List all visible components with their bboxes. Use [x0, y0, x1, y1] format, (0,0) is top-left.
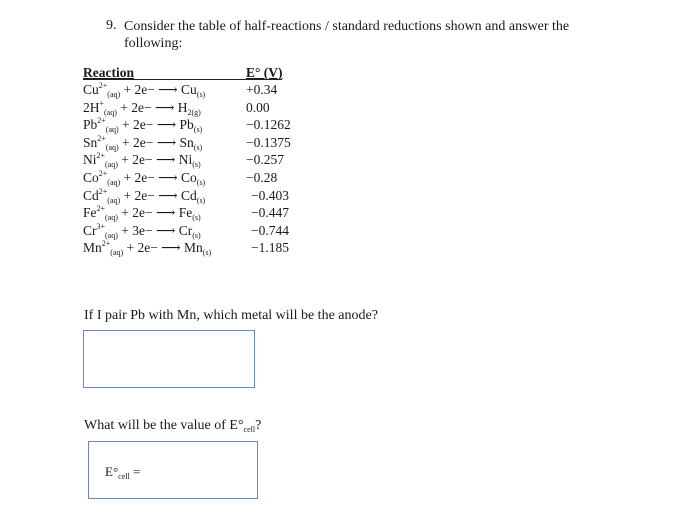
question-text: Consider the table of half-reactions / standard reductions shown and answer the following: [124, 19, 570, 51]
ecell-label-eq: = [129, 464, 141, 479]
potential-value: −0.744 [251, 222, 289, 238]
charge: 3+ [96, 221, 106, 231]
electrons: + 2e− [123, 170, 155, 185]
arrow-icon: ⟶ [155, 99, 175, 115]
product: Mn [184, 240, 203, 256]
product-state: 2(g) [187, 107, 201, 117]
charge: + [99, 98, 105, 108]
product-state: (s) [196, 195, 206, 205]
header-underline [83, 79, 282, 80]
electrons: + 2e− [122, 117, 154, 133]
potential-value: −0.28 [246, 170, 278, 185]
charge: 2+ [96, 151, 106, 161]
product: Ni [178, 152, 193, 168]
product-state: (s) [192, 213, 201, 223]
reaction-cell [83, 223, 201, 239]
header-reaction: Reaction [83, 65, 134, 80]
table-row [83, 205, 303, 222]
reactant-state: (aq) [104, 107, 117, 117]
product-state: (s) [196, 90, 206, 99]
potential-value: 0.00 [246, 99, 270, 115]
product-state: (s) [202, 248, 212, 258]
header-potential: E° (V) [246, 65, 283, 80]
reactant: 2H [83, 99, 100, 115]
arrow-icon: ⟶ [156, 117, 177, 133]
ecell-question-main: What will be the value of E° [84, 418, 244, 433]
product-state: (s) [193, 142, 203, 152]
product-state: (s) [193, 125, 203, 135]
table-row [83, 223, 303, 240]
charge: 2+ [98, 169, 108, 178]
arrow-icon: ⟶ [156, 222, 176, 238]
product: Cr [178, 222, 193, 238]
arrow-icon: ⟶ [158, 170, 178, 185]
reactant-state: (aq) [105, 230, 118, 240]
table-row [83, 152, 303, 169]
charge: 2+ [101, 239, 111, 249]
ecell-label [105, 464, 140, 480]
ecell-label-main: E° [105, 464, 119, 479]
arrow-icon: ⟶ [158, 82, 178, 97]
reaction-cell [83, 152, 201, 168]
anode-answer-box[interactable] [83, 330, 255, 388]
ecell-question [84, 418, 261, 434]
reaction-cell [83, 100, 201, 116]
electrons: + 3e− [121, 222, 153, 238]
product-state: (s) [192, 230, 201, 240]
product: Cd [181, 187, 197, 203]
charge: 2+ [98, 81, 108, 90]
reactant: Ni [83, 152, 97, 168]
charge: 2+ [97, 116, 106, 126]
table-row [83, 188, 303, 205]
electrons: + 2e− [123, 187, 155, 203]
arrow-icon: ⟶ [156, 152, 176, 168]
reactant: Cd [83, 187, 99, 203]
reactant-state: (aq) [107, 195, 121, 205]
potential-value: −0.1262 [246, 117, 291, 133]
table-row [83, 82, 303, 99]
potential-value: +0.34 [246, 82, 278, 97]
product: Cu [181, 82, 197, 97]
table-row [83, 117, 303, 134]
reactant-state: (aq) [110, 248, 124, 258]
potential-value: −0.447 [251, 205, 289, 221]
reaction-cell [83, 135, 202, 151]
ecell-question-sub: cell [243, 425, 256, 434]
product: Sn [179, 134, 194, 150]
arrow-icon: ⟶ [156, 205, 176, 221]
ecell-answer-box[interactable] [88, 441, 258, 499]
reaction-cell [83, 170, 205, 186]
table-row [83, 100, 303, 117]
potential-value: −0.403 [251, 187, 289, 203]
reactant-state: (aq) [105, 142, 119, 152]
reactant: Pb [83, 117, 98, 133]
potential-value: −1.185 [251, 240, 289, 256]
product: Co [181, 170, 197, 185]
arrow-icon: ⟶ [156, 134, 177, 150]
arrow-icon: ⟶ [161, 240, 181, 256]
product-state: (s) [192, 160, 201, 170]
electrons: + 2e− [122, 134, 154, 150]
potential-value: −0.257 [246, 152, 284, 168]
reactant-state: (aq) [107, 178, 121, 187]
product: Fe [178, 205, 193, 221]
reactant: Co [83, 170, 99, 185]
table-row [83, 240, 303, 257]
reactant: Sn [83, 134, 98, 150]
reaction-cell [83, 240, 211, 256]
ecell-question-end: ? [255, 418, 262, 433]
table-row [83, 135, 303, 152]
reactant-state: (aq) [105, 213, 118, 223]
reactant-state: (aq) [105, 160, 118, 170]
electrons: + 2e− [120, 99, 152, 115]
product: Pb [179, 117, 194, 133]
reaction-cell [83, 82, 205, 98]
reaction-cell [83, 205, 201, 221]
table-row [83, 170, 303, 187]
reactant-state: (aq) [105, 125, 119, 135]
electrons: + 2e− [123, 82, 155, 97]
reaction-cell [83, 188, 205, 204]
question-number: 9. [106, 18, 117, 33]
arrow-icon: ⟶ [158, 187, 178, 203]
reactant: Fe [83, 205, 97, 221]
reactant: Mn [83, 240, 102, 256]
reactant: Cu [83, 82, 99, 97]
electrons: + 2e− [121, 205, 153, 221]
reaction-cell [83, 117, 202, 133]
product-state: (s) [196, 178, 206, 187]
product: H [177, 99, 188, 115]
electrons: + 2e− [121, 152, 153, 168]
reactant-state: (aq) [107, 90, 121, 99]
anode-question: If I pair Pb with Mn, which metal will be the anode? [84, 308, 378, 323]
charge: 2+ [96, 204, 106, 214]
ecell-label-sub: cell [118, 472, 130, 481]
charge: 2+ [98, 186, 108, 196]
charge: 2+ [97, 133, 106, 143]
potential-value: −0.1375 [246, 134, 291, 150]
reactant: Cr [83, 222, 97, 238]
electrons: + 2e− [126, 240, 158, 256]
